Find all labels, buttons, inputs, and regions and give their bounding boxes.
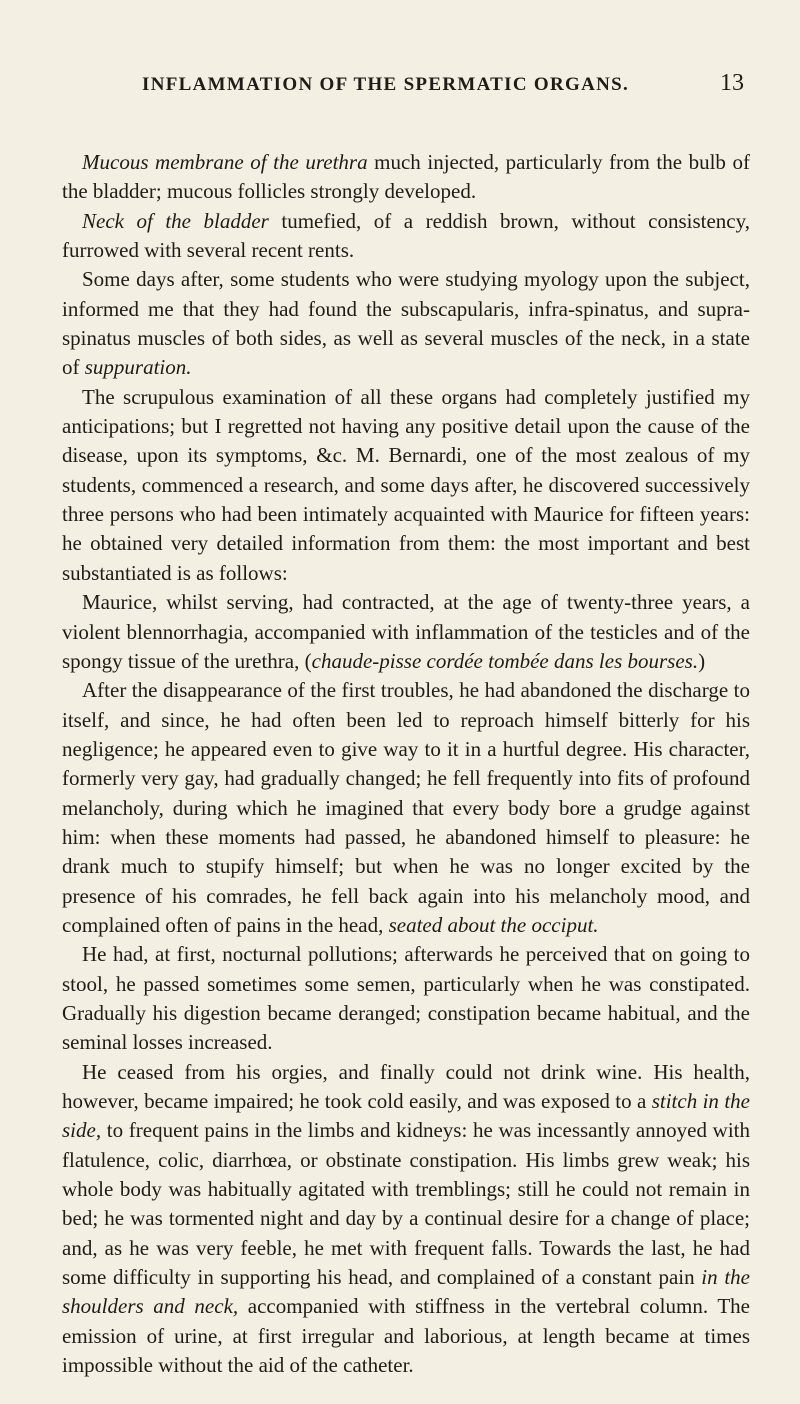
running-head: INFLAMMATION OF THE SPERMATIC ORGANS. [142, 74, 630, 95]
italic-phrase: seated about the occiput. [388, 912, 599, 937]
text-run: He had, at first, nocturnal pollutions; afterwards he perceived that on going to stool, he passed sometimes some semen, particularly when he was constipated. Gradually his digestion became deranged; constipation became habitual, and the seminal losses increased. [62, 942, 750, 1055]
paragraph [62, 265, 750, 382]
text-run: After the disappearance of the first troubles, he had abandoned the discharge to itself, and since, he had often been led to reproach himself bitterly for his negligence; he appeared even to give way to it in a hurtful degree. His character, formerly very gay, had gradually changed; he fell frequently into fits of profound melancholy, during which he imagined that every body bore a grudge against him: when these moments had passed, he abandoned himself to pleasure: he drank much to stupify himself; but when he was no longer excited by the presence of his comrades, he fell back again into his melancholy mood, and complained often of pains in the head, [62, 678, 750, 937]
paragraph [62, 148, 750, 207]
text-run: Some days after, some students who were studying myology upon the subject, informed me that they had found the subscapularis, infra-spinatus, and supra-spinatus muscles of both sides, as well as several muscles of the neck, in a state of [62, 267, 750, 380]
page-header [62, 58, 750, 110]
italic-phrase: in the shoulders and neck, [62, 1265, 750, 1319]
body-text [62, 148, 750, 1380]
text-run: ) [698, 648, 706, 673]
italic-phrase: stitch in the side, [62, 1089, 750, 1143]
text-run: much injected, particularly from the bulb of the bladder; mucous follicles strongly developed. [62, 150, 750, 204]
paragraph [62, 588, 750, 676]
page-number: 13 [720, 70, 744, 96]
paragraph [62, 676, 750, 940]
italic-phrase: chaude-pisse cordée tombée dans les bourses. [311, 648, 699, 673]
italic-phrase: suppuration. [84, 355, 192, 380]
text-run: accompanied with stiffness in the vertebral column. The emission of urine, at first irregular and laborious, at length became at times impossible without the aid of the catheter. [62, 1294, 750, 1378]
text-run: tumefied, of a reddish brown, without consistency, furrowed with several recent rents. [62, 208, 750, 263]
text-run: Maurice, whilst serving, had contracted, at the age of twenty-three years, a violent blennorrhagia, accompanied with inflammation of the testicles and of the spongy tissue of the urethra, ( [62, 590, 750, 673]
paragraph [62, 383, 750, 588]
text-run: The scrupulous examination of all these organs had completely justified my anticipations; but I regretted not having any positive detail upon the cause of the disease, upon its symptoms, &c. M. Bernardi, one of the most zealous of my students, commenced a research, and some days after, he discovered successively three persons who had been intimately acquainted with Maurice for fifteen years: he obtained very detailed information from them: the most important and best substantiated is as follows: [62, 384, 750, 585]
paragraph [62, 940, 750, 1057]
italic-phrase: Mucous membrane of the urethra [82, 150, 368, 174]
paragraph [62, 207, 750, 266]
paragraph [62, 1058, 750, 1381]
italic-phrase: Neck of the bladder [82, 208, 269, 233]
text-run: He ceased from his orgies, and finally could not drink wine. His health, however, became impaired; he took cold easily, and was exposed to a [62, 1059, 750, 1113]
text-run: to frequent pains in the limbs and kidneys: he was incessantly annoyed with flatulence, colic, diarrhœa, or obstinate constipation. His limbs grew weak; his whole body was habitually agitated with tremblings; still he could not remain in bed; he was tormented night and day by a continual desire for a change of place; and, as he was very feeble, he met with frequent falls. Towards the last, he had some difficulty in supporting his head, and complained of a constant pain [62, 1118, 750, 1290]
